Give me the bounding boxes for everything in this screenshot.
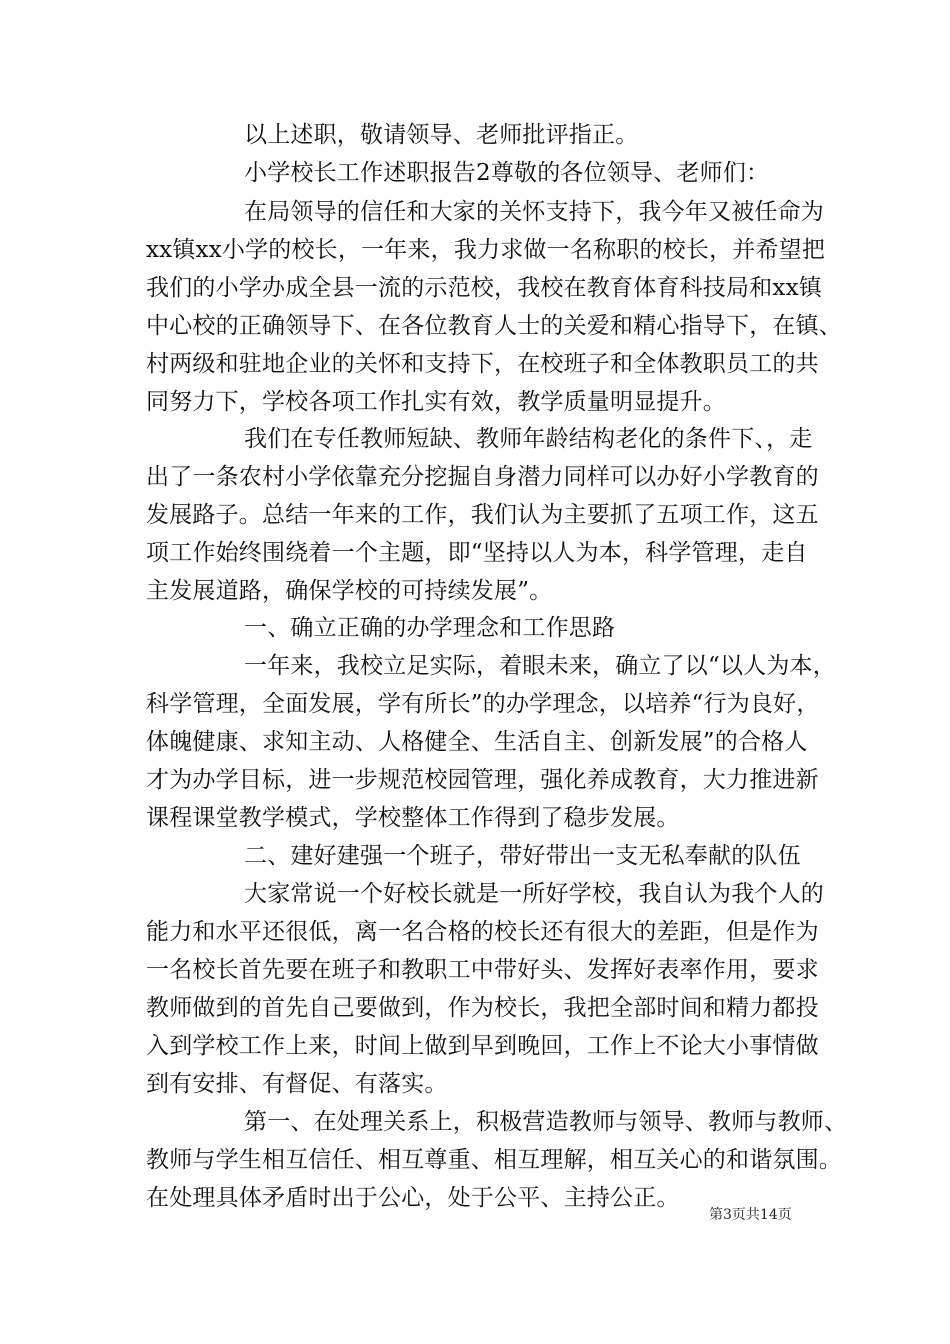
paragraph-line: 我们的小学办成全县一流的示范校，我校在教育体育科技局和xx镇 (146, 275, 822, 301)
paragraph-line: 村两级和驻地企业的关怀和支持下，在校班子和全体教职员工的共 (146, 351, 819, 377)
paragraph-line: 主发展道路，确保学校的可持续发展”。 (146, 578, 553, 604)
paragraph-line: 中心校的正确领导下、在各位教育人士的关爱和精心指导下，在镇、 (146, 313, 842, 339)
paragraph-line: 在处理具体矛盾时出于公心，处于公平、主持公正。 (146, 1185, 680, 1211)
section-heading-1: 一、确立正确的办学理念和工作思路 (244, 615, 616, 641)
report-heading-line: 小学校长工作述职报告2尊敬的各位领导、老师们： (244, 160, 770, 186)
paragraph-line: 一年来，我校立足实际，着眼未来，确立了以“以人为本， (244, 653, 836, 679)
paragraph-line: 体魄健康、求知主动、人格健全、生活自主、创新发展”的合格人 (146, 729, 808, 755)
paragraph-line: 入到学校工作上来，时间上做到早到晚回，工作上不论大小事情做 (146, 1033, 819, 1059)
paragraph-line: 同努力下，学校各项工作扎实有效，教学质量明显提升。 (146, 389, 726, 415)
paragraph-line: 课程课堂教学模式，学校整体工作得到了稳步发展。 (146, 805, 680, 831)
paragraph-line: xx镇xx小学的校长，一年来，我力求做一名称职的校长，并希望把 (146, 237, 826, 263)
page-number: 第3页共14页 (709, 1207, 792, 1223)
paragraph-line: 科学管理，全面发展，学有所长”的办学理念，以培养“行为良好， (146, 691, 820, 717)
paragraph-line: 教师与学生相互信任、相互尊重、相互理解，相互关心的和谐氛围。 (146, 1147, 842, 1173)
paragraph-line: 第一、在处理关系上，积极营造教师与领导、教师与教师、 (244, 1109, 848, 1135)
paragraph-line: 以上述职，敬请领导、老师批评指正。 (244, 122, 639, 148)
paragraph-line: 能力和水平还很低，离一名合格的校长还有很大的差距，但是作为 (146, 919, 819, 945)
paragraph-line: 大家常说一个好校长就是一所好学校，我自认为我个人的 (244, 881, 824, 907)
paragraph-line: 我们在专任教师短缺、教师年龄结构老化的条件下、，走 (244, 426, 813, 452)
section-heading-2: 二、建好建强一个班子，带好带出一支无私奉献的队伍 (244, 843, 801, 869)
paragraph-line: 才为办学目标，进一步规范校园管理，强化养成教育，大力推进新 (146, 767, 819, 793)
paragraph-line: 发展路子。总结一年来的工作，我们认为主要抓了五项工作，这五 (146, 502, 819, 528)
paragraph-line: 出了一条农村小学依靠充分挖掘自身潜力同样可以办好小学教育的 (146, 464, 819, 490)
paragraph-line: 项工作始终围绕着一个主题，即“坚持以人为本，科学管理，走自 (146, 540, 808, 566)
paragraph-line: 在局领导的信任和大家的关怀支持下，我今年又被任命为 (244, 199, 824, 225)
paragraph-line: 到有安排、有督促、有落实。 (146, 1071, 448, 1097)
paragraph-line: 教师做到的首先自己要做到，作为校长，我把全部时间和精力都投 (146, 995, 819, 1021)
paragraph-line: 一名校长首先要在班子和教职工中带好头、发挥好表率作用，要求 (146, 957, 819, 983)
